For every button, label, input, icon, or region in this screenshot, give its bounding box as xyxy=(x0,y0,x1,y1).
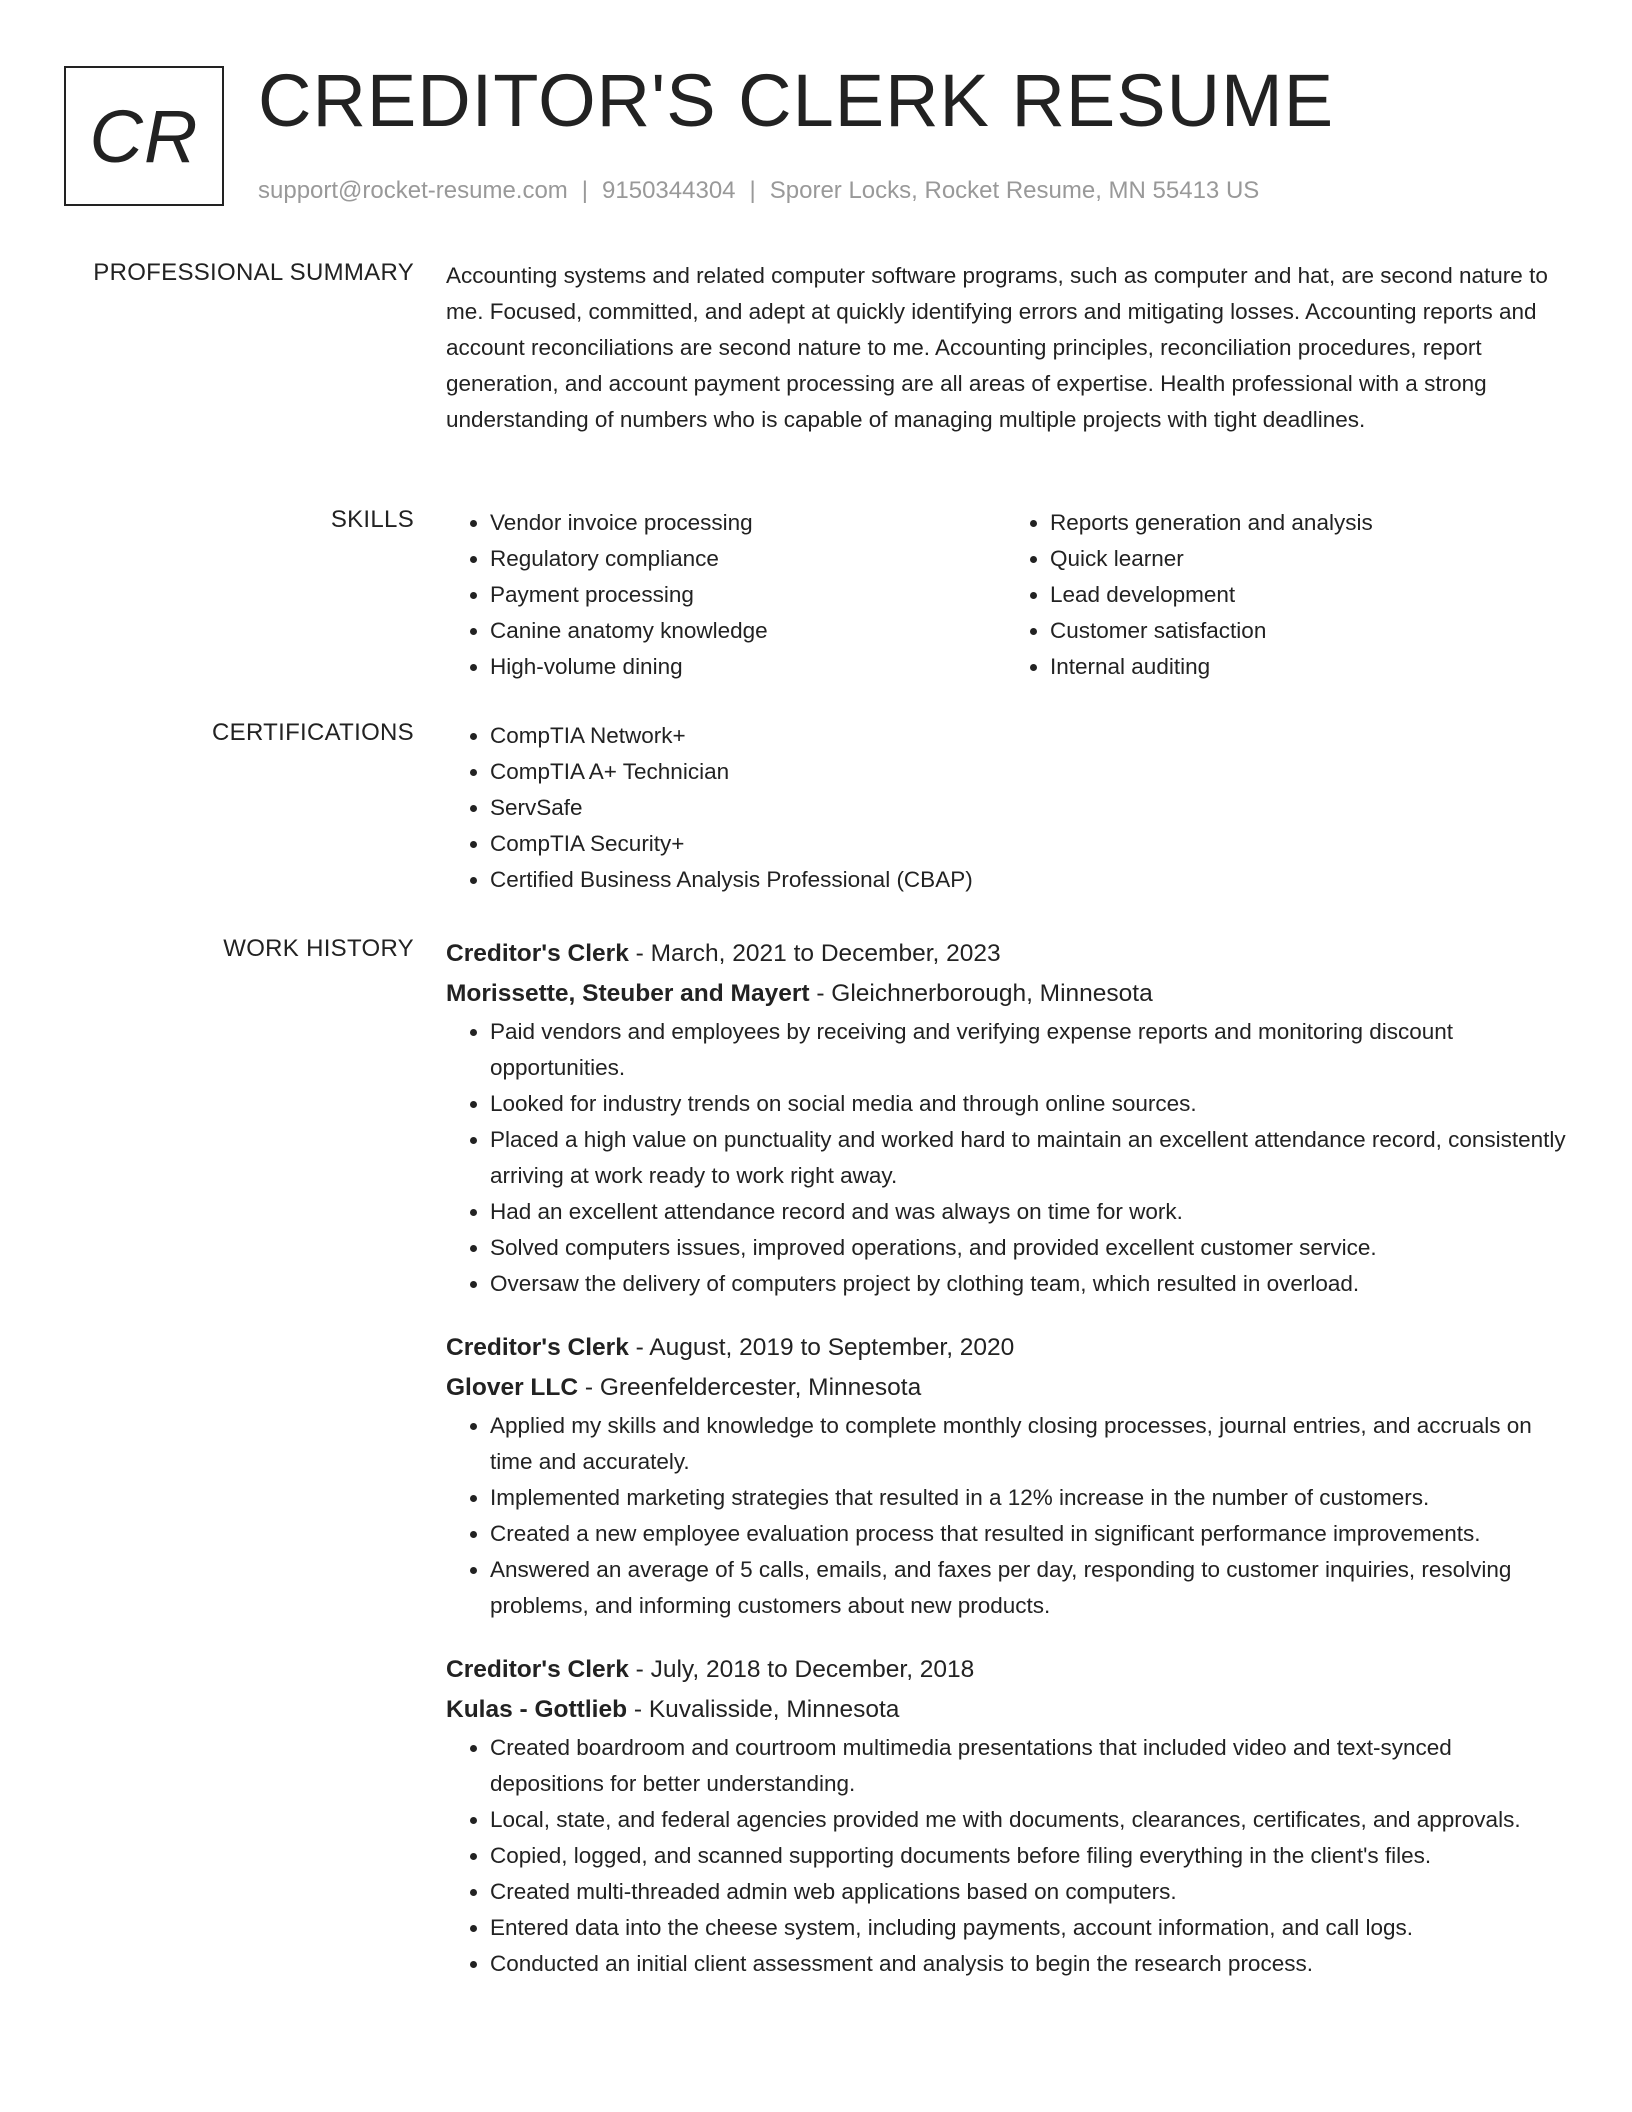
work-label: WORK HISTORY xyxy=(223,935,414,962)
skill-item: • High-volume dining xyxy=(490,649,1006,685)
job-location: - Kuvalisside, Minnesota xyxy=(627,1696,900,1723)
skills-list-left xyxy=(446,505,1006,685)
contact-address: Sporer Locks, Rocket Resume, MN 55413 US xyxy=(769,177,1260,204)
certification-item: • Certified Business Analysis Professional (CBAP) xyxy=(490,862,1566,898)
job-location: - Greenfeldercester, Minnesota xyxy=(578,1374,922,1401)
job-bullet: • Copied, logged, and scanned supporting documents before filing everything in the client's files. xyxy=(490,1838,1566,1874)
job-bullet: • Created a new employee evaluation process that resulted in significant performance improvements. xyxy=(490,1516,1566,1552)
skill-item: • Quick learner xyxy=(1050,541,1566,577)
job-bullet: • Had an excellent attendance record and was always on time for work. xyxy=(490,1194,1566,1230)
skill-item: • Internal auditing xyxy=(1050,649,1566,685)
summary-text: Accounting systems and related computer software programs, such as computer and hat, are second nature to me. Focused, committed, and adept at quickly identifying errors and mitigating losses. Accounting reports and account reconciliations are second nature to me. Accounting principles, reconciliation procedures, report generation, and account payment processing are all areas of expertise. Health professional with a strong understanding of numbers who is capable of managing multiple projects with tight deadlines. xyxy=(446,263,1548,432)
skill-item: • Payment processing xyxy=(490,577,1006,613)
job-bullet: • Conducted an initial client assessment and analysis to begin the research process. xyxy=(490,1946,1566,1982)
certification-item: • CompTIA Security+ xyxy=(490,826,1566,862)
job-company-line xyxy=(446,1690,1566,1730)
contact-email: support@rocket-resume.com xyxy=(258,177,568,204)
contact-line xyxy=(258,176,1259,206)
job-bullet: • Solved computers issues, improved operations, and provided excellent customer service. xyxy=(490,1230,1566,1266)
contact-phone: 9150344304 xyxy=(602,177,736,204)
monogram: CR xyxy=(64,66,224,206)
skill-item: • Reports generation and analysis xyxy=(1050,505,1566,541)
resume-title: CREDITOR'S CLERK RESUME xyxy=(258,59,1335,142)
certifications-body xyxy=(446,718,1566,898)
job-company: Morissette, Steuber and Mayert xyxy=(446,980,810,1007)
job-entry xyxy=(446,1328,1566,1624)
job-dates: - March, 2021 to December, 2023 xyxy=(628,940,1001,967)
contact-separator: | xyxy=(581,177,589,204)
certifications-list xyxy=(446,718,1566,898)
skill-item: • Vendor invoice processing xyxy=(490,505,1006,541)
job-bullet: • Oversaw the delivery of computers project by clothing team, which resulted in overload. xyxy=(490,1266,1566,1302)
job-bullet: • Local, state, and federal agencies provided me with documents, clearances, certificates, and approvals. xyxy=(490,1802,1566,1838)
job-title-line xyxy=(446,934,1566,974)
job-company: Glover LLC xyxy=(446,1374,579,1401)
job-title-line xyxy=(446,1650,1566,1690)
job-bullets xyxy=(446,1408,1566,1624)
certification-item: • CompTIA Network+ xyxy=(490,718,1566,754)
job-company-line xyxy=(446,1368,1566,1408)
job-company: Kulas - Gottlieb xyxy=(446,1696,628,1723)
job-bullet: • Created boardroom and courtroom multimedia presentations that included video and text-synced depositions for better understanding. xyxy=(490,1730,1566,1802)
skills-label: SKILLS xyxy=(330,506,414,533)
skills-body xyxy=(446,505,1566,685)
certification-item: • ServSafe xyxy=(490,790,1566,826)
job-dates: - July, 2018 to December, 2018 xyxy=(628,1656,975,1683)
job-title: Creditor's Clerk xyxy=(446,1334,629,1361)
skill-item: • Canine anatomy knowledge xyxy=(490,613,1006,649)
job-bullet: • Entered data into the cheese system, including payments, account information, and call logs. xyxy=(490,1910,1566,1946)
skill-item: • Regulatory compliance xyxy=(490,541,1006,577)
certification-item: • CompTIA A+ Technician xyxy=(490,754,1566,790)
job-location: - Gleichnerborough, Minnesota xyxy=(809,980,1153,1007)
contact-separator: | xyxy=(749,177,756,204)
job-bullet: • Looked for industry trends on social media and through online sources. xyxy=(490,1086,1566,1122)
job-title-line xyxy=(446,1328,1566,1368)
job-bullet: • Implemented marketing strategies that resulted in a 12% increase in the number of customers. xyxy=(490,1480,1566,1516)
job-title: Creditor's Clerk xyxy=(446,940,629,967)
job-bullets xyxy=(446,1014,1566,1302)
skills-list-right xyxy=(1006,505,1566,685)
job-bullet: • Placed a high value on punctuality and worked hard to maintain an excellent attendance record, consistently arriving at work ready to work right away. xyxy=(490,1122,1566,1194)
skill-item: • Lead development xyxy=(1050,577,1566,613)
job-bullet: • Created multi-threaded admin web applications based on computers. xyxy=(490,1874,1566,1910)
job-company-line xyxy=(446,974,1566,1014)
certifications-label: CERTIFICATIONS xyxy=(212,719,414,746)
job-bullet: • Answered an average of 5 calls, emails, and faxes per day, responding to customer inquiries, resolving problems, and informing customers about new products. xyxy=(490,1552,1566,1624)
job-bullet: • Applied my skills and knowledge to complete monthly closing processes, journal entries, and accruals on time and accurately. xyxy=(490,1408,1566,1480)
job-entry xyxy=(446,934,1566,1302)
job-bullets xyxy=(446,1730,1566,1982)
job-entry xyxy=(446,1650,1566,1982)
skill-item: • Customer satisfaction xyxy=(1050,613,1566,649)
job-bullet: • Paid vendors and employees by receiving and verifying expense reports and monitoring discount opportunities. xyxy=(490,1014,1566,1086)
summary-label: PROFESSIONAL SUMMARY xyxy=(93,259,414,286)
job-title: Creditor's Clerk xyxy=(446,1656,629,1683)
work-body xyxy=(446,934,1566,1982)
job-dates: - August, 2019 to September, 2020 xyxy=(628,1334,1015,1361)
